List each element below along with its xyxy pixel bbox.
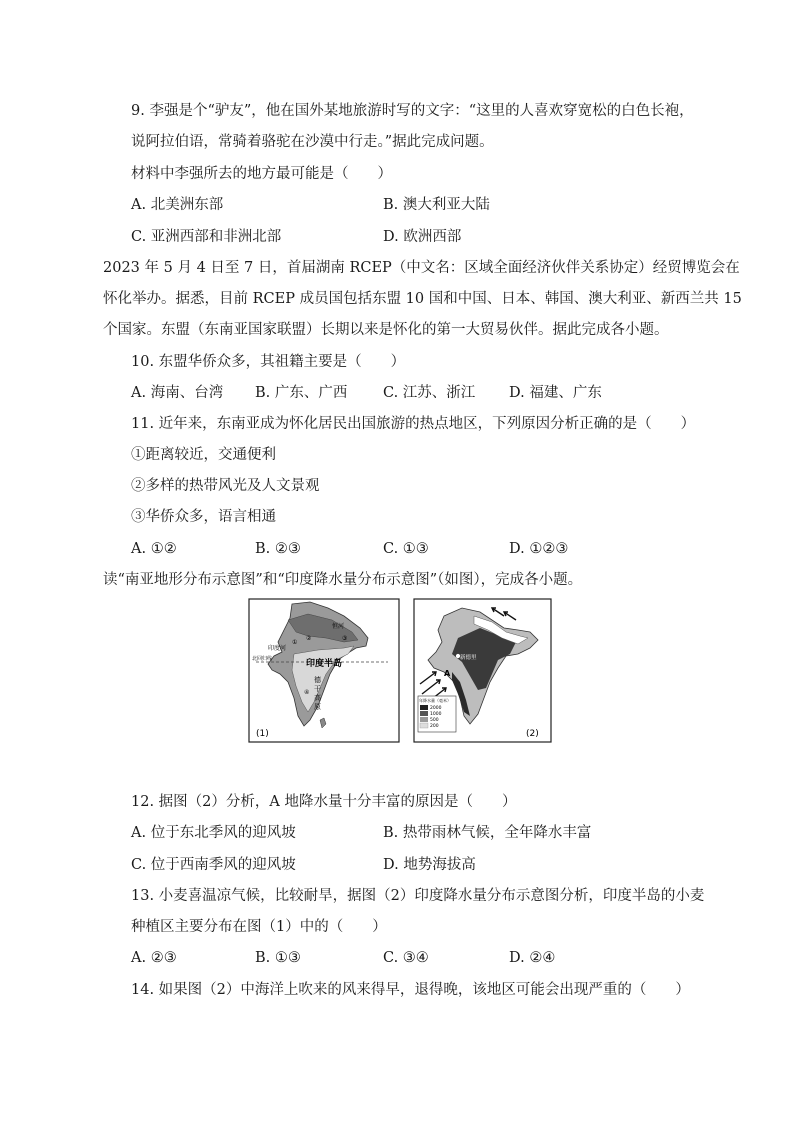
maps-figure-svg <box>248 598 552 746</box>
q11-stem: 11. 近年来，东南亚成为怀化居民出国旅游的热点地区，下列原因分析正确的是（ ） <box>131 416 696 432</box>
map1-label-ganges: 恒河 <box>332 623 345 630</box>
map2-legend-title: 年降水量（毫米） <box>419 698 451 703</box>
map1-label-indus: 印度河 <box>268 645 287 652</box>
q13-stem-line1: 13. 小麦喜温凉气候，比较耐旱，据图（2）印度降水量分布示意图分析，印度半岛的小麦 <box>131 888 705 904</box>
q10-option-a: A. 海南、台湾 <box>131 385 224 401</box>
intro-line3: 个国家。东盟（东南亚国家联盟）长期以来是怀化的第一大贸易伙伴。据此完成各小题。 <box>103 322 669 338</box>
map2-legend-200: 200 <box>430 724 439 729</box>
q12-option-b: B. 热带雨林气候，全年降水丰富 <box>383 825 592 841</box>
map2-legend-500: 500 <box>430 718 439 723</box>
q11-option-b: B. ②③ <box>255 541 301 557</box>
q11-item-3: ③华侨众多，语言相通 <box>131 509 276 525</box>
map1-label-de: 德 <box>314 676 321 684</box>
q9-stem-line2: 说阿拉伯语，常骑着骆驼在沙漠中行走。”据此完成问题。 <box>131 134 494 150</box>
map1-label-3: ③ <box>342 635 348 642</box>
map2-label-a: A <box>444 669 451 678</box>
map1-label-tropic: 北回归线 <box>252 656 273 662</box>
q13-option-a: A. ②③ <box>131 950 177 966</box>
q9-option-d: D. 欧洲西部 <box>383 229 462 245</box>
q9-option-a: A. 北美洲东部 <box>131 197 224 213</box>
map2-legend-1000: 1000 <box>430 712 442 717</box>
q9-question: 材料中李强所去的地方最可能是（ ） <box>131 166 392 182</box>
q12-option-d: D. 地势海拔高 <box>383 857 476 873</box>
q10-option-c: C. 江苏、浙江 <box>383 385 476 401</box>
map1-label-2: ② <box>306 635 312 642</box>
map2-legend-swatch-1000 <box>420 711 428 716</box>
q13-option-c: C. ③④ <box>383 950 429 966</box>
q10-option-d: D. 福建、广东 <box>509 385 602 401</box>
q12-stem: 12. 据图（2）分析，A 地降水量十分丰富的原因是（ ） <box>131 794 517 810</box>
maps-figure <box>248 598 552 746</box>
map1-label-peninsula: 印度半岛 <box>306 659 343 669</box>
q11-option-d: D. ①②③ <box>509 541 569 557</box>
q12-option-a: A. 位于东北季风的迎风坡 <box>131 825 296 841</box>
map1-label-gan: 干 <box>314 685 321 693</box>
q9-option-b: B. 澳大利亚大陆 <box>383 197 490 213</box>
q9-stem-line1: 9. 李强是个“驴友”，他在国外某地旅游时写的文字：“这里的人喜欢穿宽松的白色长袍， <box>131 103 694 119</box>
q9-option-c: C. 亚洲西部和非洲北部 <box>131 229 282 245</box>
map2-legend-swatch-500 <box>420 717 428 722</box>
q11-option-a: A. ①② <box>131 541 177 557</box>
figure-intro: 读“南亚地形分布示意图”和“印度降水量分布示意图”（如图），完成各小题。 <box>103 572 583 588</box>
map1-label-1: ① <box>292 639 298 646</box>
map1-label-4: ④ <box>304 689 310 696</box>
q10-option-b: B. 广东、广西 <box>255 385 348 401</box>
map2-caption: (2) <box>526 729 539 739</box>
q11-item-1: ①距离较近，交通便利 <box>131 447 276 463</box>
map2-legend-swatch-200 <box>420 723 428 728</box>
map1-caption: (1) <box>256 729 269 739</box>
q13-option-b: B. ①③ <box>255 950 301 966</box>
q11-item-2: ②多样的热带风光及人文景观 <box>131 478 320 494</box>
q12-option-c: C. 位于西南季风的迎风坡 <box>131 857 296 873</box>
q10-stem: 10. 东盟华侨众多，其祖籍主要是（ ） <box>131 354 406 370</box>
map1-label-yuan: 原 <box>314 703 321 711</box>
map2-label-newdelhi: 新德里 <box>460 655 477 661</box>
map2-legend-swatch-2000 <box>420 705 428 710</box>
q13-option-d: D. ②④ <box>509 950 556 966</box>
map2-legend-2000: 2000 <box>430 706 442 711</box>
q11-option-c: C. ①③ <box>383 541 429 557</box>
intro-line2: 怀化举办。据悉，目前 RCEP 成员国包括东盟 10 国和中国、日本、韩国、澳大利亚、新西兰共 15 <box>103 291 742 307</box>
q13-stem-line2: 种植区主要分布在图（1）中的（ ） <box>131 919 387 935</box>
intro-line1: 2023 年 5 月 4 日至 7 日，首届湖南 RCEP（中文名：区域全面经济伙伴关系协定）经贸博览会在 <box>103 260 740 276</box>
q14-stem: 14. 如果图（2）中海洋上吹来的风来得早，退得晚，该地区可能会出现严重的（ ） <box>131 982 690 998</box>
map1-label-gao: 高 <box>314 694 321 702</box>
